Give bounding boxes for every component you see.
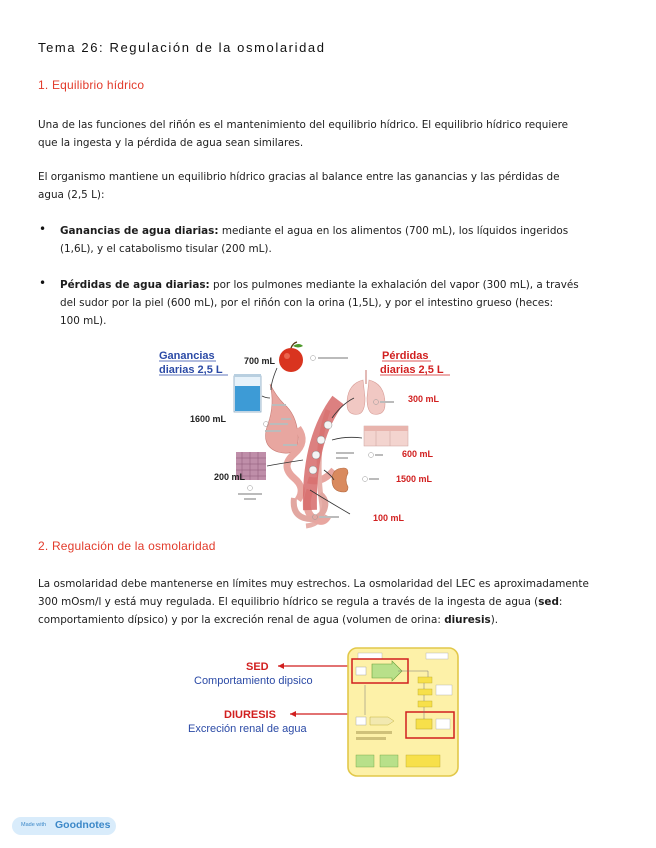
page-title: Tema 26: Regulación de la osmolaridad <box>38 40 326 55</box>
bullet-dot: • <box>39 222 47 236</box>
text-span: mediante el agua en los alimentos (700 mL), los líquidos ingeridos <box>218 225 569 237</box>
text-line: (1,6L), y el catabolismo tisular (200 mL). <box>60 243 272 255</box>
sed-description: Comportamiento dipsico <box>194 675 313 687</box>
lungs-icon <box>347 370 385 414</box>
text-line: que la ingesta y la pérdida de agua sean similares. <box>38 137 304 149</box>
urine-value: 1500 mL <box>396 474 433 484</box>
diuresis-description: Excreción renal de agua <box>188 723 307 735</box>
catabolism-value: 200 mL <box>214 472 246 482</box>
text-line: La osmolaridad debe mantenerse en límites muy estrechos. La osmolaridad del LEC es aproximadamente <box>38 578 589 590</box>
bold-term: Ganancias de agua diarias: <box>60 225 219 237</box>
sed-label: SED <box>246 661 269 673</box>
text-line <box>60 276 579 294</box>
lungs-value: 300 mL <box>408 394 440 404</box>
gains-title: diarias 2,5 L <box>159 364 223 376</box>
text-span: por los pulmones mediante la exhalación del vapor (300 mL), a través <box>209 279 579 291</box>
regulation-diagram-panel <box>348 648 458 776</box>
section1-paragraph2 <box>38 168 560 204</box>
text-line: 100 mL). <box>60 315 107 327</box>
text-span: comportamiento dípsico) y por la excreción renal de agua (volumen de orina: <box>38 614 445 626</box>
text-line <box>38 593 589 611</box>
glass-icon <box>234 374 261 412</box>
gains-title: Ganancias <box>159 350 215 362</box>
badge-small-text: Made with <box>21 822 47 828</box>
badge-brand-text: Goodnotes <box>55 819 111 831</box>
food-value: 700 mL <box>244 356 276 366</box>
text-line: El organismo mantiene un equilibrio hídrico gracias al balance entre las ganancias y las pérdidas de <box>38 171 560 183</box>
section2-heading: 2. Regulación de la osmolaridad <box>38 539 216 553</box>
regulation-figure <box>180 645 465 785</box>
bullet-gains <box>60 222 568 258</box>
section1-heading: 1. Equilibrio hídrico <box>38 78 145 92</box>
bold-term: Pérdidas de agua diarias: <box>60 279 210 291</box>
losses-title: Pérdidas <box>382 350 429 362</box>
text-line: Una de las funciones del riñón es el mantenimiento del equilibrio hídrico. El equilibrio hídrico requiere <box>38 119 569 131</box>
diuresis-label: DIURESIS <box>224 709 276 721</box>
section2-paragraph <box>38 575 589 629</box>
text-line: agua (2,5 L): <box>38 189 105 201</box>
text-span: : <box>558 596 563 608</box>
bold-term: diuresis <box>444 614 491 626</box>
water-balance-figure <box>150 340 460 535</box>
goodnotes-badge <box>12 817 116 835</box>
losses-title: diarias 2,5 L <box>380 364 444 376</box>
feces-value: 100 mL <box>373 513 405 523</box>
bullet-dot: • <box>39 276 47 290</box>
bullet-losses <box>60 276 579 330</box>
apple-icon <box>279 342 303 372</box>
skin-value: 600 mL <box>402 449 434 459</box>
section1-paragraph1 <box>38 116 568 152</box>
text-span: ). <box>490 614 499 626</box>
text-span: 300 mOsm/l y está muy regulada. El equilibrio hídrico se regula a través de la ingesta de agua ( <box>38 596 539 608</box>
liquids-value: 1600 mL <box>190 414 227 424</box>
skin-icon <box>364 426 408 446</box>
text-line: del sudor por la piel (600 mL), por el riñón con la orina (1,5L), y por el intestino grueso (heces: <box>60 297 554 309</box>
text-line <box>38 611 589 629</box>
bold-term: sed <box>538 596 559 608</box>
kidney-icon <box>332 468 348 492</box>
text-line <box>60 222 568 240</box>
